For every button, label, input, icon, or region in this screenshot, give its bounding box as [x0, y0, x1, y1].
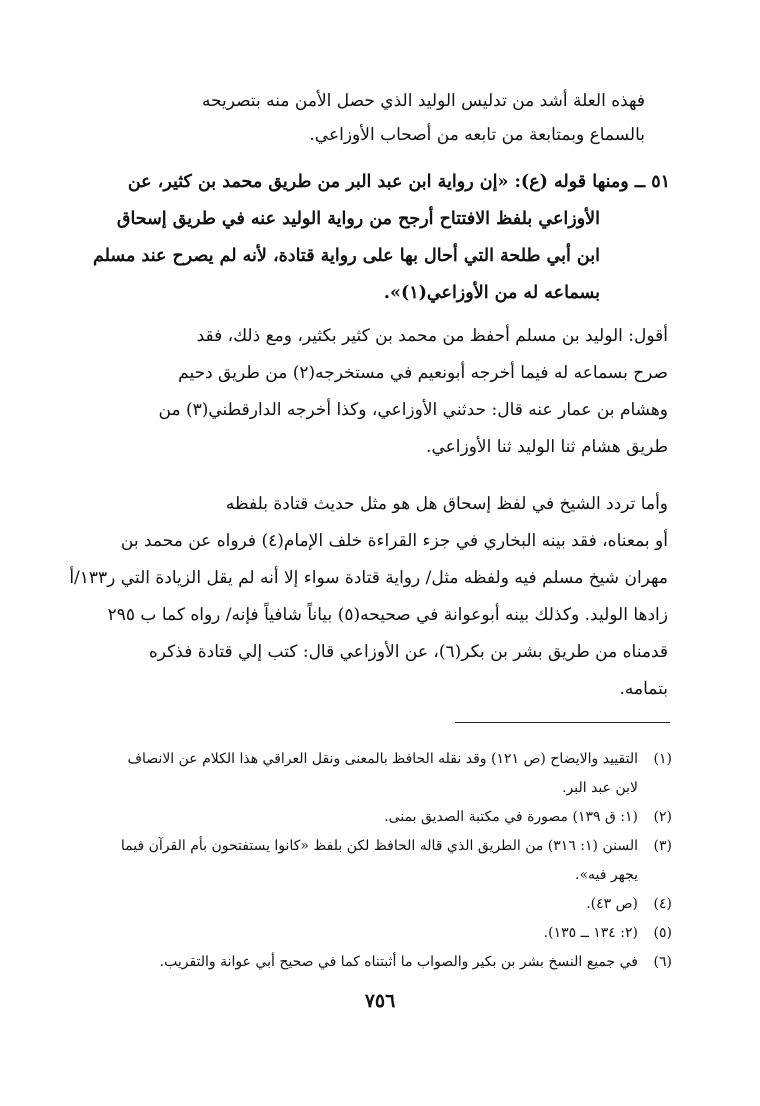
footnote-separator [455, 722, 670, 723]
footnote-text: (ص ٤٣). [586, 896, 638, 912]
footnote-number [638, 861, 672, 890]
footnote-text: (١: ق ١٣٩) مصورة في مكتبة الصديق بمنى. [384, 809, 638, 825]
text-line: بالسماع وبمتابعة من تابعه من أصحاب الأوزاعي. [309, 125, 645, 145]
text-line: وأما تردد الشيخ في لفظ إسحاق هل هو مثل حديث قتادة بلفظه [225, 494, 668, 514]
footnote-5 [70, 919, 672, 948]
footnote-6 [70, 948, 672, 977]
text-line: ابن أبي طلحة التي أحال بها على رواية قتادة، لأنه لم يصرح عند مسلم [92, 246, 600, 266]
text-line: صرح بسماعه له فيما أخرجه أبونعيم في مستخرجه(٢) من طريق دحيم [178, 363, 668, 383]
page-number: ٧٥٦ [364, 990, 396, 1012]
footnote-text: السنن (١: ٣١٦) من الطريق الذي قاله الحافظ لكن بلفظ «كانوا يستفتحون بأم القرآن فيما [120, 838, 638, 854]
text-line: زادها الوليد. وكذلك بينه أبوعوانة في صحيحه(٥) بياناً شافياً فإنه/ رواه كما ب ٢٩٥ [107, 605, 668, 625]
footnote-4 [70, 890, 672, 919]
footnote-2 [70, 803, 672, 832]
paragraph-4 [50, 486, 668, 708]
text-line: وهشام بن عمار عنه قال: حدثني الأوزاعي، وكذا أخرجه الدارقطني(٣) من [158, 400, 668, 420]
paragraph-2-quote [60, 164, 670, 312]
text-line: أقول: الوليد بن مسلم أحفظ من محمد بن كثير بكثير، ومع ذلك، فقد [196, 326, 668, 346]
footnote-number: (٢) [653, 809, 672, 825]
footnote-text: التقييد والايضاح (ص ١٢١) وقد نقله الحافظ بالمعنى ونقل العراقي هذا الكلام عن الانصاف [127, 751, 638, 767]
footnote-number: (٦) [653, 954, 672, 970]
text-line: بتمامه. [619, 679, 668, 699]
footnote-number: (٣) [653, 838, 672, 854]
paragraph-1 [50, 84, 645, 152]
footnote-text: (٢: ١٣٤ ــ ١٣٥). [543, 925, 638, 941]
footnote-3 [70, 832, 672, 861]
footnote-text: لابن عبد البر. [562, 780, 638, 796]
footnote-number [638, 774, 672, 803]
footnote-1 [70, 745, 672, 774]
footnote-text: في جميع النسخ بشر بن بكير والصواب ما أثبتناه كما في صحيح أبي عوانة والتقريب. [159, 954, 638, 970]
text-line: الأوزاعي بلفظ الافتتاح أرجح من رواية الوليد عنه في طريق إسحاق [116, 209, 600, 229]
text-line: طريق هشام ثنا الوليد ثنا الأوزاعي. [426, 437, 668, 457]
text-line: أو بمعناه، فقد بينه البخاري في جزء القراءة خلف الإمام(٤) فرواه عن محمد بن [120, 531, 668, 551]
footnote-number: (١) [653, 751, 672, 767]
footnotes [70, 745, 672, 977]
footnote-number: (٤) [653, 896, 672, 912]
text-line: بسماعه له من الأوزاعي(١)». [383, 283, 600, 303]
text-line: ٥١ ــ ومنها قوله (ع): «إن رواية ابن عبد البر من طريق محمد بن كثير، عن [127, 172, 670, 192]
text-line: فهذه العلة أشد من تدليس الوليد الذي حصل الأمن منه بتصريحه [201, 91, 645, 111]
text-line: مهران شيخ مسلم فيه ولفظه مثل/ رواية قتادة سواء إلا أنه لم يقل الزيادة التي ر١٣٣/أ [69, 568, 668, 588]
footnote-text: يجهر فيه». [575, 867, 638, 883]
paragraph-3 [52, 318, 668, 466]
text-line: قدمناه من طريق بشر بن بكر(٦)، عن الأوزاعي قال: كتب إلي قتادة فذكره [148, 642, 668, 662]
footnote-1-continued [70, 774, 672, 803]
footnote-3-continued [70, 861, 672, 890]
footnote-number: (٥) [653, 925, 672, 941]
